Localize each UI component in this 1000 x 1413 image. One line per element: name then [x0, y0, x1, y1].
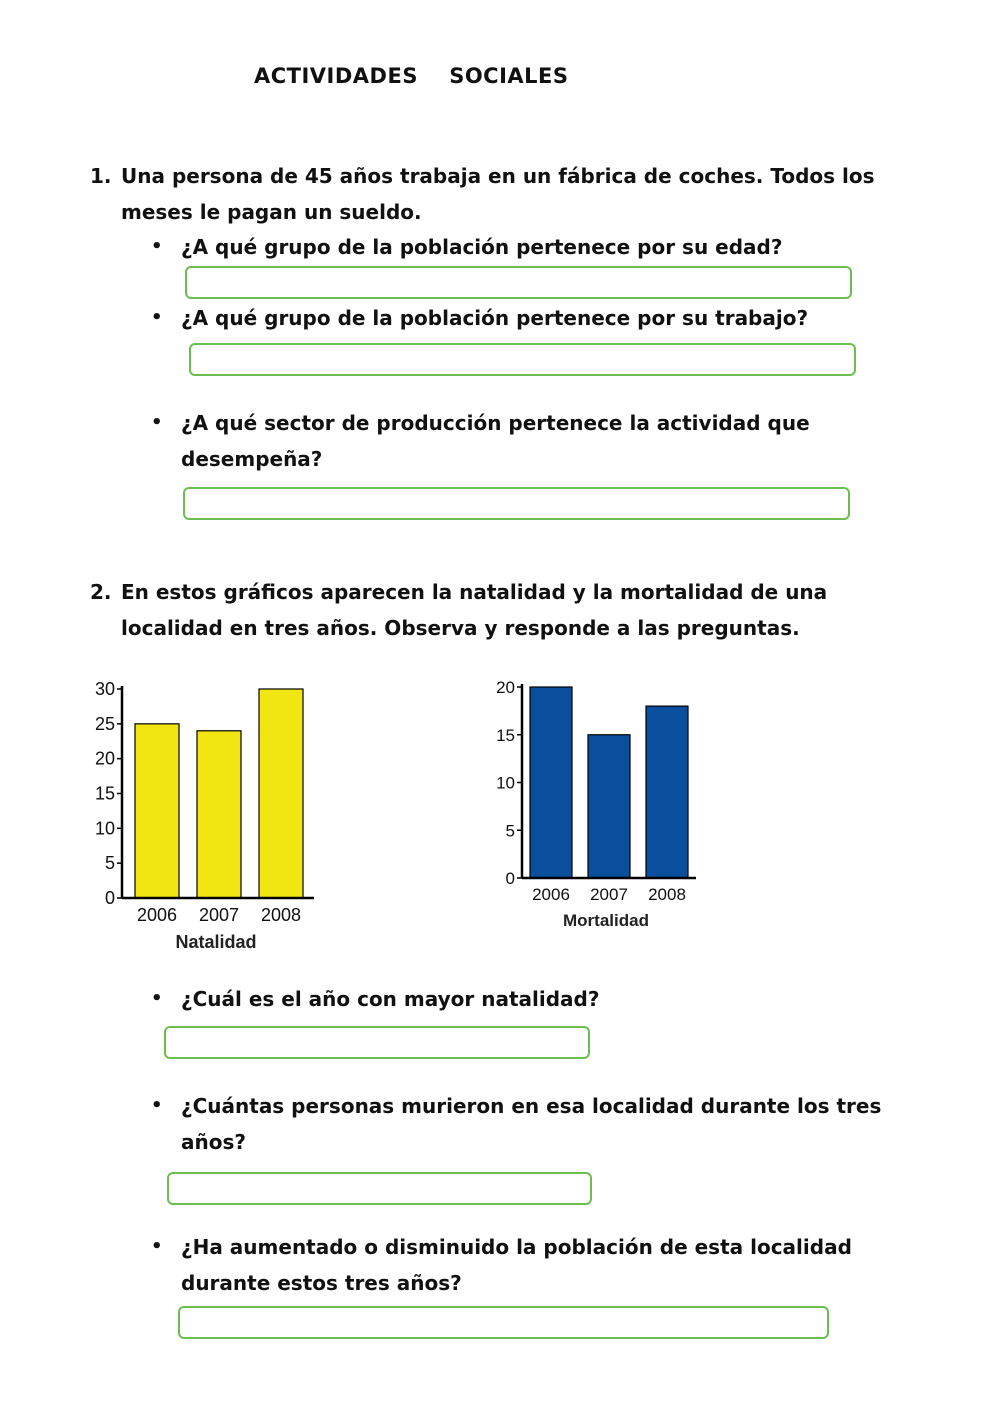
question-1-text: Una persona de 45 años trabaja en un fábrica de coches. Todos los meses le pagan un sueldo. [121, 164, 875, 224]
answer-2c-input[interactable] [178, 1306, 829, 1339]
question-1b [151, 300, 911, 336]
bullet-icon: • [151, 1095, 163, 1116]
question-2a-text: ¿Cuál es el año con mayor natalidad? [181, 987, 600, 1011]
question-1-number: 1. [90, 164, 112, 188]
natalidad-ytick-label: 10 [94, 818, 115, 839]
question-1-statement [90, 158, 920, 230]
natalidad-bar-2008 [259, 689, 303, 898]
natalidad-ytick-label: 20 [94, 748, 115, 769]
mortalidad-xtick-label: 2007 [590, 885, 628, 904]
natalidad-xtick-label: 2007 [198, 905, 240, 925]
question-1a-text: ¿A qué grupo de la población pertenece por su edad? [181, 235, 783, 259]
question-1c-text: ¿A qué sector de producción pertenece la actividad que desempeña? [181, 411, 810, 471]
mortalidad-bar-2006 [530, 687, 572, 878]
mortalidad-xtick-label: 2006 [532, 885, 570, 904]
natalidad-xtick-label: 2008 [260, 905, 302, 925]
bullet-icon: • [151, 988, 163, 1009]
mortalidad-xtick-label: 2008 [648, 885, 686, 904]
mortalidad-axis-title: Mortalidad [563, 911, 649, 930]
question-2c-text: ¿Ha aumentado o disminuido la población de esta localidad durante estos tres años? [181, 1235, 852, 1295]
mortalidad-ytick-label: 15 [496, 725, 515, 745]
natalidad-ytick-label: 30 [94, 679, 115, 699]
bullet-icon: • [151, 1236, 163, 1257]
bullet-icon: • [151, 412, 163, 433]
bullet-icon: • [151, 307, 163, 328]
mortalidad-ytick-label: 0 [505, 869, 515, 888]
question-2-number: 2. [90, 580, 112, 604]
question-2-statement [90, 574, 880, 646]
natalidad-bar-2006 [135, 724, 179, 898]
page-title: ACTIVIDADES SOCIALES [254, 64, 569, 88]
mortalidad-bar-2007 [588, 735, 630, 878]
question-2a [151, 981, 911, 1017]
mortalidad-ytick-label: 10 [496, 773, 515, 793]
natalidad-chart [80, 672, 340, 967]
mortalidad-chart [480, 672, 720, 942]
natalidad-ytick-label: 25 [94, 713, 115, 734]
natalidad-ytick-label: 15 [94, 783, 115, 804]
answer-2b-input[interactable] [167, 1172, 592, 1205]
natalidad-bar-2007 [197, 731, 241, 898]
question-2b [151, 1088, 911, 1160]
question-1c [151, 405, 911, 477]
mortalidad-ytick-label: 5 [505, 821, 515, 841]
natalidad-axis-title: Natalidad [175, 932, 257, 952]
answer-1a-input[interactable] [185, 266, 852, 299]
question-1a [151, 229, 911, 265]
answer-2a-input[interactable] [164, 1026, 590, 1059]
question-1b-text: ¿A qué grupo de la población pertenece por su trabajo? [181, 306, 809, 330]
natalidad-xtick-label: 2006 [136, 905, 178, 925]
question-2b-text: ¿Cuántas personas murieron en esa localidad durante los tres años? [181, 1094, 882, 1154]
natalidad-ytick-label: 5 [104, 853, 115, 874]
answer-1b-input[interactable] [189, 343, 856, 376]
answer-1c-input[interactable] [183, 487, 850, 520]
mortalidad-bar-2008 [646, 706, 688, 878]
question-2c [151, 1229, 871, 1301]
bullet-icon: • [151, 236, 163, 257]
mortalidad-ytick-label: 20 [496, 678, 515, 697]
question-2-text: En estos gráficos aparecen la natalidad y la mortalidad de una localidad en tres años. Observa y responde a las preguntas. [121, 580, 828, 640]
natalidad-ytick-label: 0 [104, 888, 115, 908]
